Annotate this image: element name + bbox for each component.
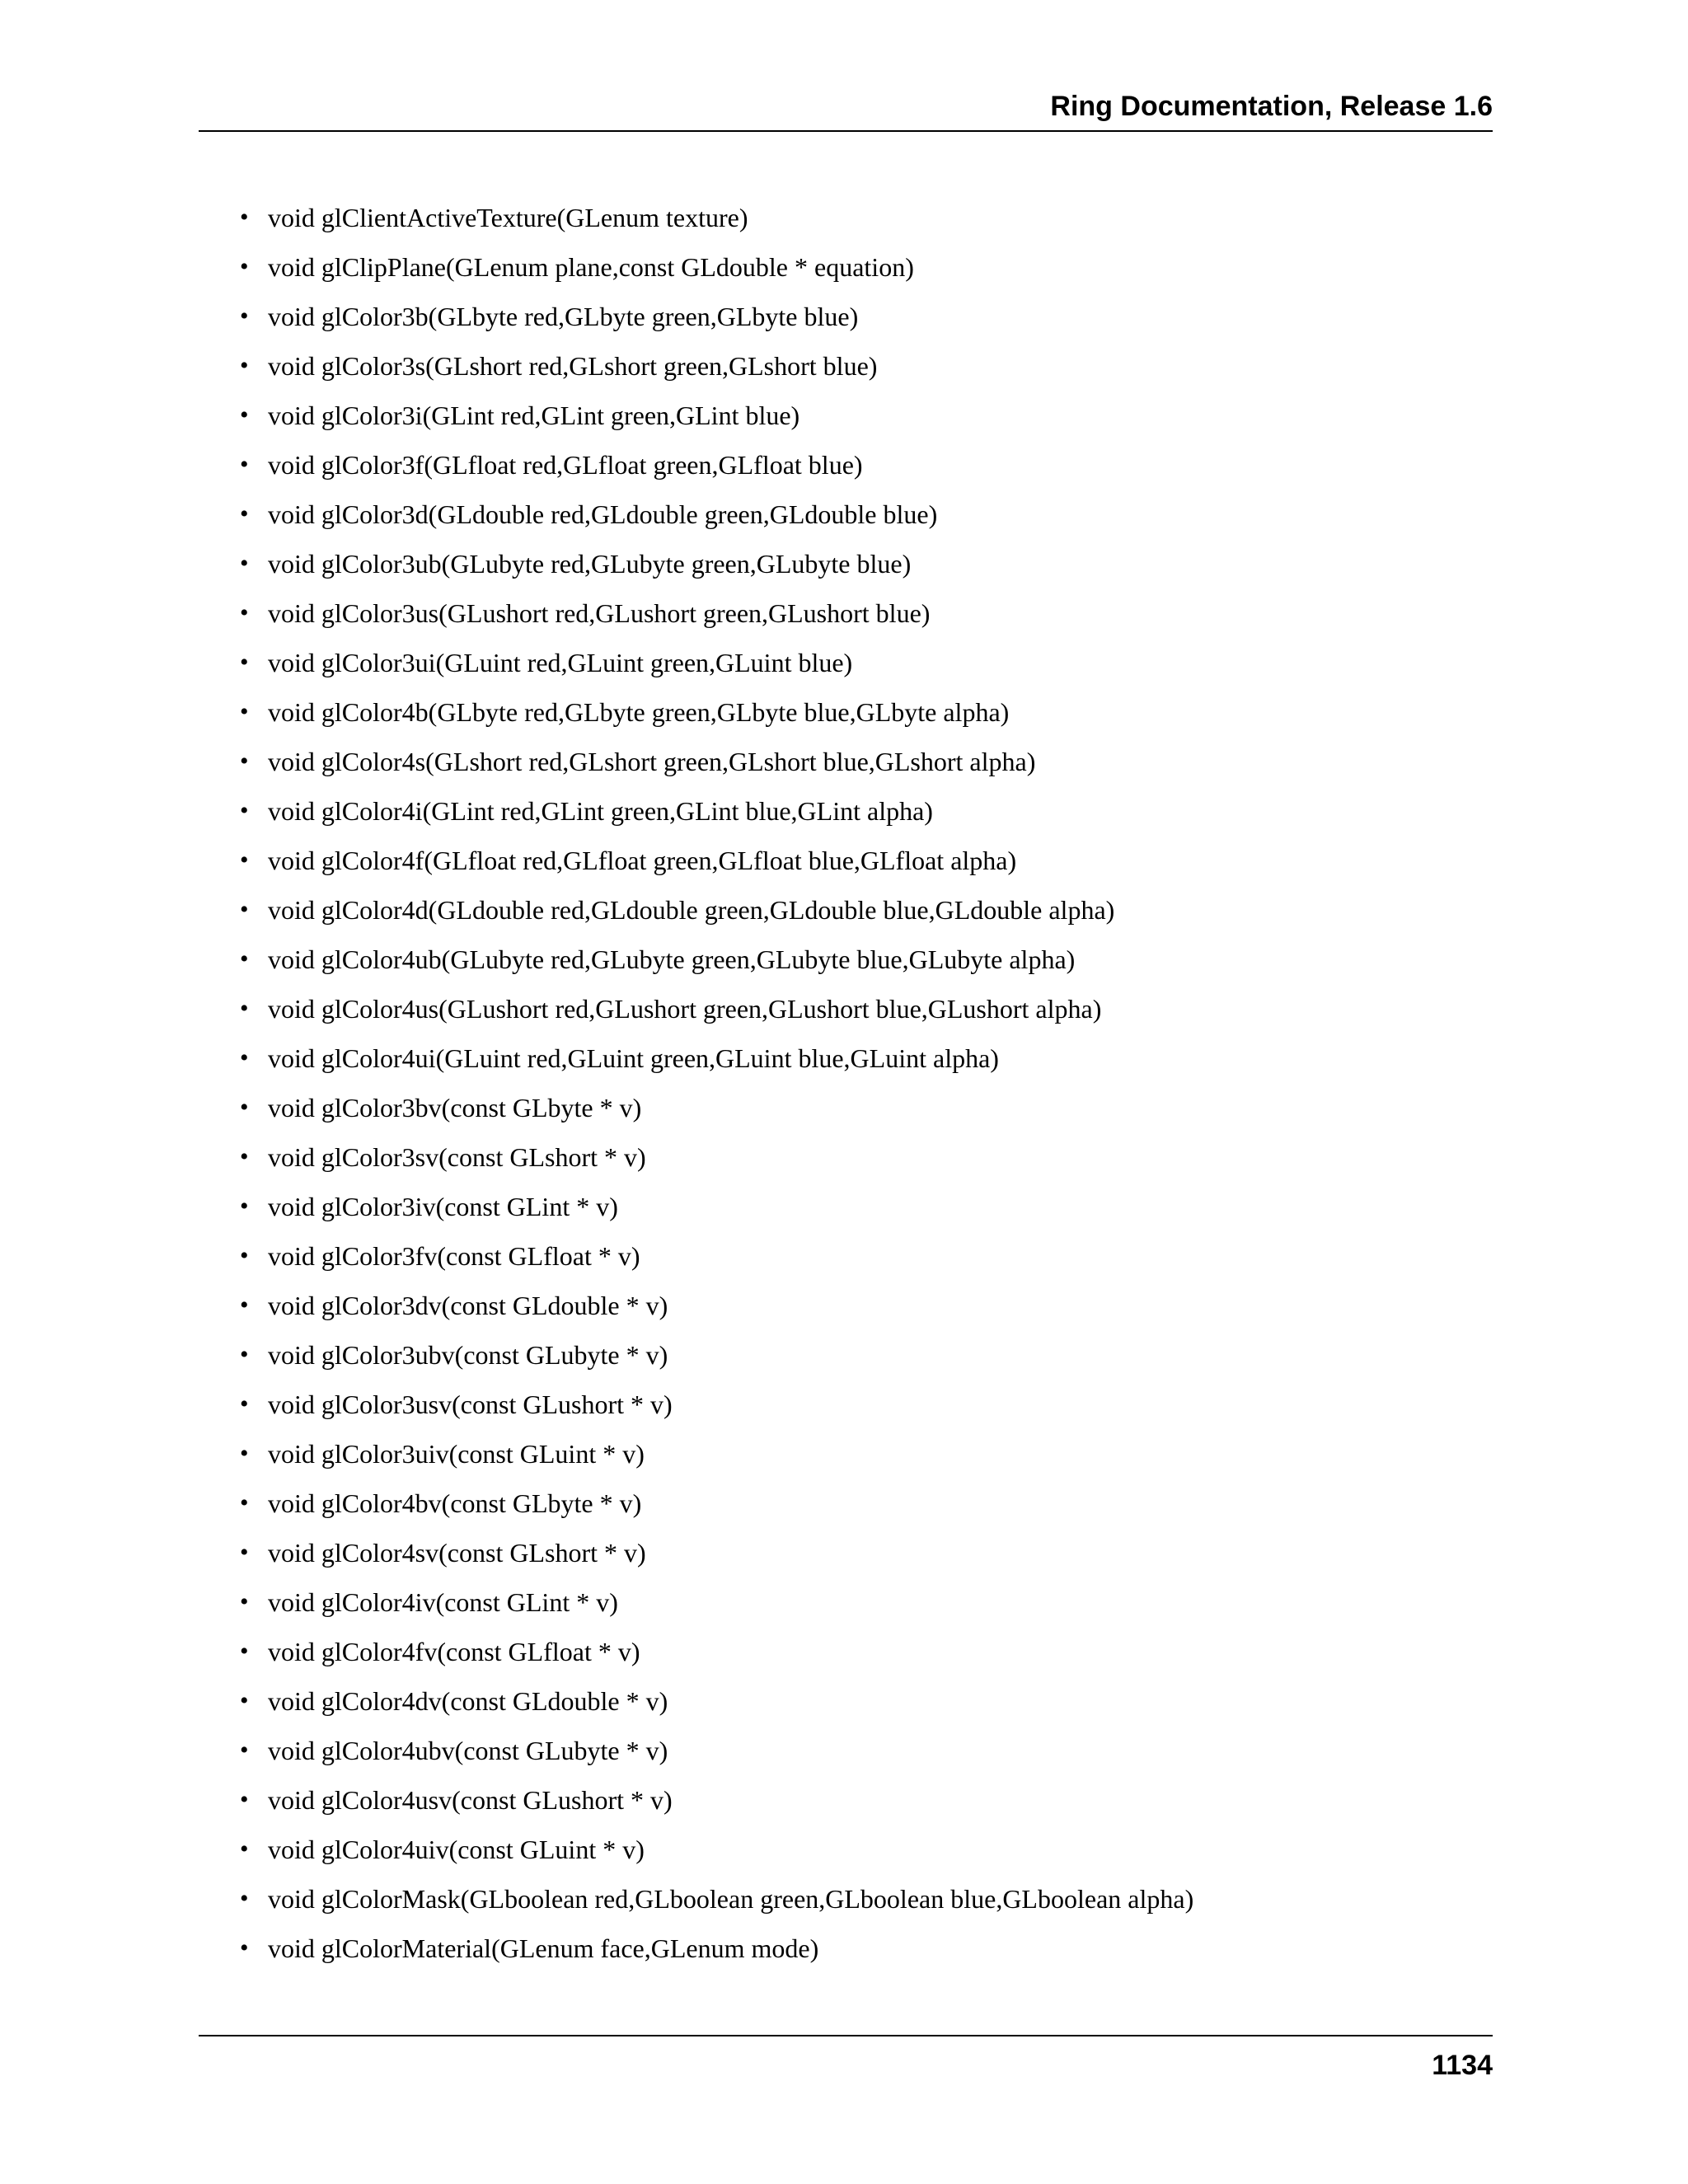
page-number: 1134 <box>1432 2050 1493 2081</box>
list-item <box>0 1381 1688 1431</box>
bullet-icon: • <box>240 896 249 923</box>
list-item <box>0 244 1688 293</box>
bullet-icon: • <box>240 1588 249 1615</box>
function-signature: void glColor3s(GLshort red,GLshort green,GLshort blue) <box>268 351 878 381</box>
bullet-icon: • <box>240 1242 249 1269</box>
list-item <box>0 689 1688 738</box>
header-title: Ring Documentation, Release 1.6 <box>1050 91 1493 122</box>
list-item <box>0 392 1688 442</box>
bullet-icon: • <box>240 1044 249 1071</box>
bullet-icon: • <box>240 1291 249 1319</box>
list-item <box>0 293 1688 343</box>
function-signature: void glColor3f(GLfloat red,GLfloat green,GLfloat blue) <box>268 450 863 480</box>
list-item <box>0 1134 1688 1183</box>
bullet-icon: • <box>240 1786 249 1813</box>
bullet-icon: • <box>240 995 249 1022</box>
list-item <box>0 1233 1688 1282</box>
list-item <box>0 1332 1688 1381</box>
bullet-icon: • <box>240 1539 249 1566</box>
function-signature: void glColor4sv(const GLshort * v) <box>268 1538 646 1568</box>
bullet-icon: • <box>240 204 249 231</box>
list-item <box>0 1629 1688 1678</box>
page-footer <box>199 2035 1493 2081</box>
list-item <box>0 194 1688 244</box>
function-signature: void glClientActiveTexture(GLenum texture) <box>268 203 748 232</box>
function-signature: void glColor4usv(const GLushort * v) <box>268 1785 673 1815</box>
bullet-icon: • <box>240 1638 249 1665</box>
list-item <box>0 1530 1688 1579</box>
function-signature: void glColor4iv(const GLint * v) <box>268 1587 618 1617</box>
bullet-icon: • <box>240 1736 249 1764</box>
function-signature: void glColorMask(GLboolean red,GLboolean green,GLboolean blue,GLboolean alpha) <box>268 1884 1194 1914</box>
function-signature: void glColor3uiv(const GLuint * v) <box>268 1439 645 1469</box>
function-signature: void glColor3dv(const GLdouble * v) <box>268 1291 668 1320</box>
list-item <box>0 1777 1688 1826</box>
bullet-icon: • <box>240 500 249 527</box>
function-signature: void glColor4b(GLbyte red,GLbyte green,GLbyte blue,GLbyte alpha) <box>268 697 1010 727</box>
page-header <box>199 89 1493 132</box>
bullet-icon: • <box>240 797 249 824</box>
list-item <box>0 887 1688 936</box>
function-signature: void glColor3fv(const GLfloat * v) <box>268 1241 640 1271</box>
function-signature: void glColor3d(GLdouble red,GLdouble green,GLdouble blue) <box>268 499 938 529</box>
function-signature: void glClipPlane(GLenum plane,const GLdouble * equation) <box>268 252 914 282</box>
bullet-icon: • <box>240 1094 249 1121</box>
function-signature: void glColor3iv(const GLint * v) <box>268 1192 618 1221</box>
bullet-icon: • <box>240 1835 249 1863</box>
bullet-icon: • <box>240 698 249 725</box>
bullet-icon: • <box>240 748 249 775</box>
bullet-icon: • <box>240 599 249 626</box>
bullet-icon: • <box>240 1885 249 1912</box>
function-signature: void glColor4ui(GLuint red,GLuint green,GLuint blue,GLuint alpha) <box>268 1043 999 1073</box>
list-item <box>0 491 1688 541</box>
function-signature: void glColor4ubv(const GLubyte * v) <box>268 1736 668 1765</box>
function-signature: void glColor4uiv(const GLuint * v) <box>268 1835 645 1864</box>
bullet-icon: • <box>240 1341 249 1368</box>
bullet-icon: • <box>240 1193 249 1220</box>
bullet-icon: • <box>240 401 249 429</box>
function-signature: void glColor3ub(GLubyte red,GLubyte green,GLubyte blue) <box>268 549 912 579</box>
list-item <box>0 590 1688 640</box>
list-item <box>0 541 1688 590</box>
function-signature: void glColor3i(GLint red,GLint green,GLint blue) <box>268 401 800 430</box>
list-item <box>0 936 1688 986</box>
function-signature: void glColor4bv(const GLbyte * v) <box>268 1488 642 1518</box>
bullet-icon: • <box>240 1687 249 1714</box>
bullet-icon: • <box>240 945 249 972</box>
function-signature: void glColor4dv(const GLdouble * v) <box>268 1686 668 1716</box>
function-signature: void glColor4fv(const GLfloat * v) <box>268 1637 640 1666</box>
bullet-icon: • <box>240 550 249 577</box>
function-signature: void glColor4ub(GLubyte red,GLubyte green,GLubyte blue,GLubyte alpha) <box>268 944 1076 974</box>
bullet-icon: • <box>240 1440 249 1467</box>
list-item <box>0 1282 1688 1332</box>
list-item <box>0 343 1688 392</box>
function-signature: void glColor3ubv(const GLubyte * v) <box>268 1340 668 1370</box>
function-list <box>0 194 1688 1975</box>
list-item <box>0 1727 1688 1777</box>
list-item <box>0 1085 1688 1134</box>
list-item <box>0 1826 1688 1876</box>
function-signature: void glColor3b(GLbyte red,GLbyte green,GLbyte blue) <box>268 302 859 331</box>
list-item <box>0 1678 1688 1727</box>
list-item <box>0 1431 1688 1480</box>
function-signature: void glColor4us(GLushort red,GLushort green,GLushort blue,GLushort alpha) <box>268 994 1102 1024</box>
bullet-icon: • <box>240 352 249 379</box>
function-signature: void glColor4i(GLint red,GLint green,GLint blue,GLint alpha) <box>268 796 933 826</box>
function-signature: void glColor3sv(const GLshort * v) <box>268 1142 646 1172</box>
bullet-icon: • <box>240 1390 249 1418</box>
list-item <box>0 1035 1688 1085</box>
list-item <box>0 1480 1688 1530</box>
bullet-icon: • <box>240 1934 249 1961</box>
list-item <box>0 738 1688 788</box>
function-signature: void glColor3bv(const GLbyte * v) <box>268 1093 642 1122</box>
function-signature: void glColorMaterial(GLenum face,GLenum mode) <box>268 1933 819 1963</box>
bullet-icon: • <box>240 846 249 874</box>
list-item <box>0 1925 1688 1975</box>
function-signature: void glColor4s(GLshort red,GLshort green,GLshort blue,GLshort alpha) <box>268 747 1036 776</box>
list-item <box>0 640 1688 689</box>
function-signature: void glColor3us(GLushort red,GLushort green,GLushort blue) <box>268 598 931 628</box>
list-item <box>0 1183 1688 1233</box>
function-signature: void glColor4d(GLdouble red,GLdouble green,GLdouble blue,GLdouble alpha) <box>268 895 1115 925</box>
list-item <box>0 837 1688 887</box>
list-item <box>0 1579 1688 1629</box>
bullet-icon: • <box>240 451 249 478</box>
bullet-icon: • <box>240 302 249 330</box>
function-signature: void glColor3ui(GLuint red,GLuint green,GLuint blue) <box>268 648 853 677</box>
bullet-icon: • <box>240 1489 249 1516</box>
list-item <box>0 442 1688 491</box>
bullet-icon: • <box>240 649 249 676</box>
list-item <box>0 788 1688 837</box>
list-item <box>0 1876 1688 1925</box>
bullet-icon: • <box>240 253 249 280</box>
function-signature: void glColor4f(GLfloat red,GLfloat green,GLfloat blue,GLfloat alpha) <box>268 846 1017 875</box>
bullet-icon: • <box>240 1143 249 1170</box>
list-item <box>0 986 1688 1035</box>
function-signature: void glColor3usv(const GLushort * v) <box>268 1390 673 1419</box>
